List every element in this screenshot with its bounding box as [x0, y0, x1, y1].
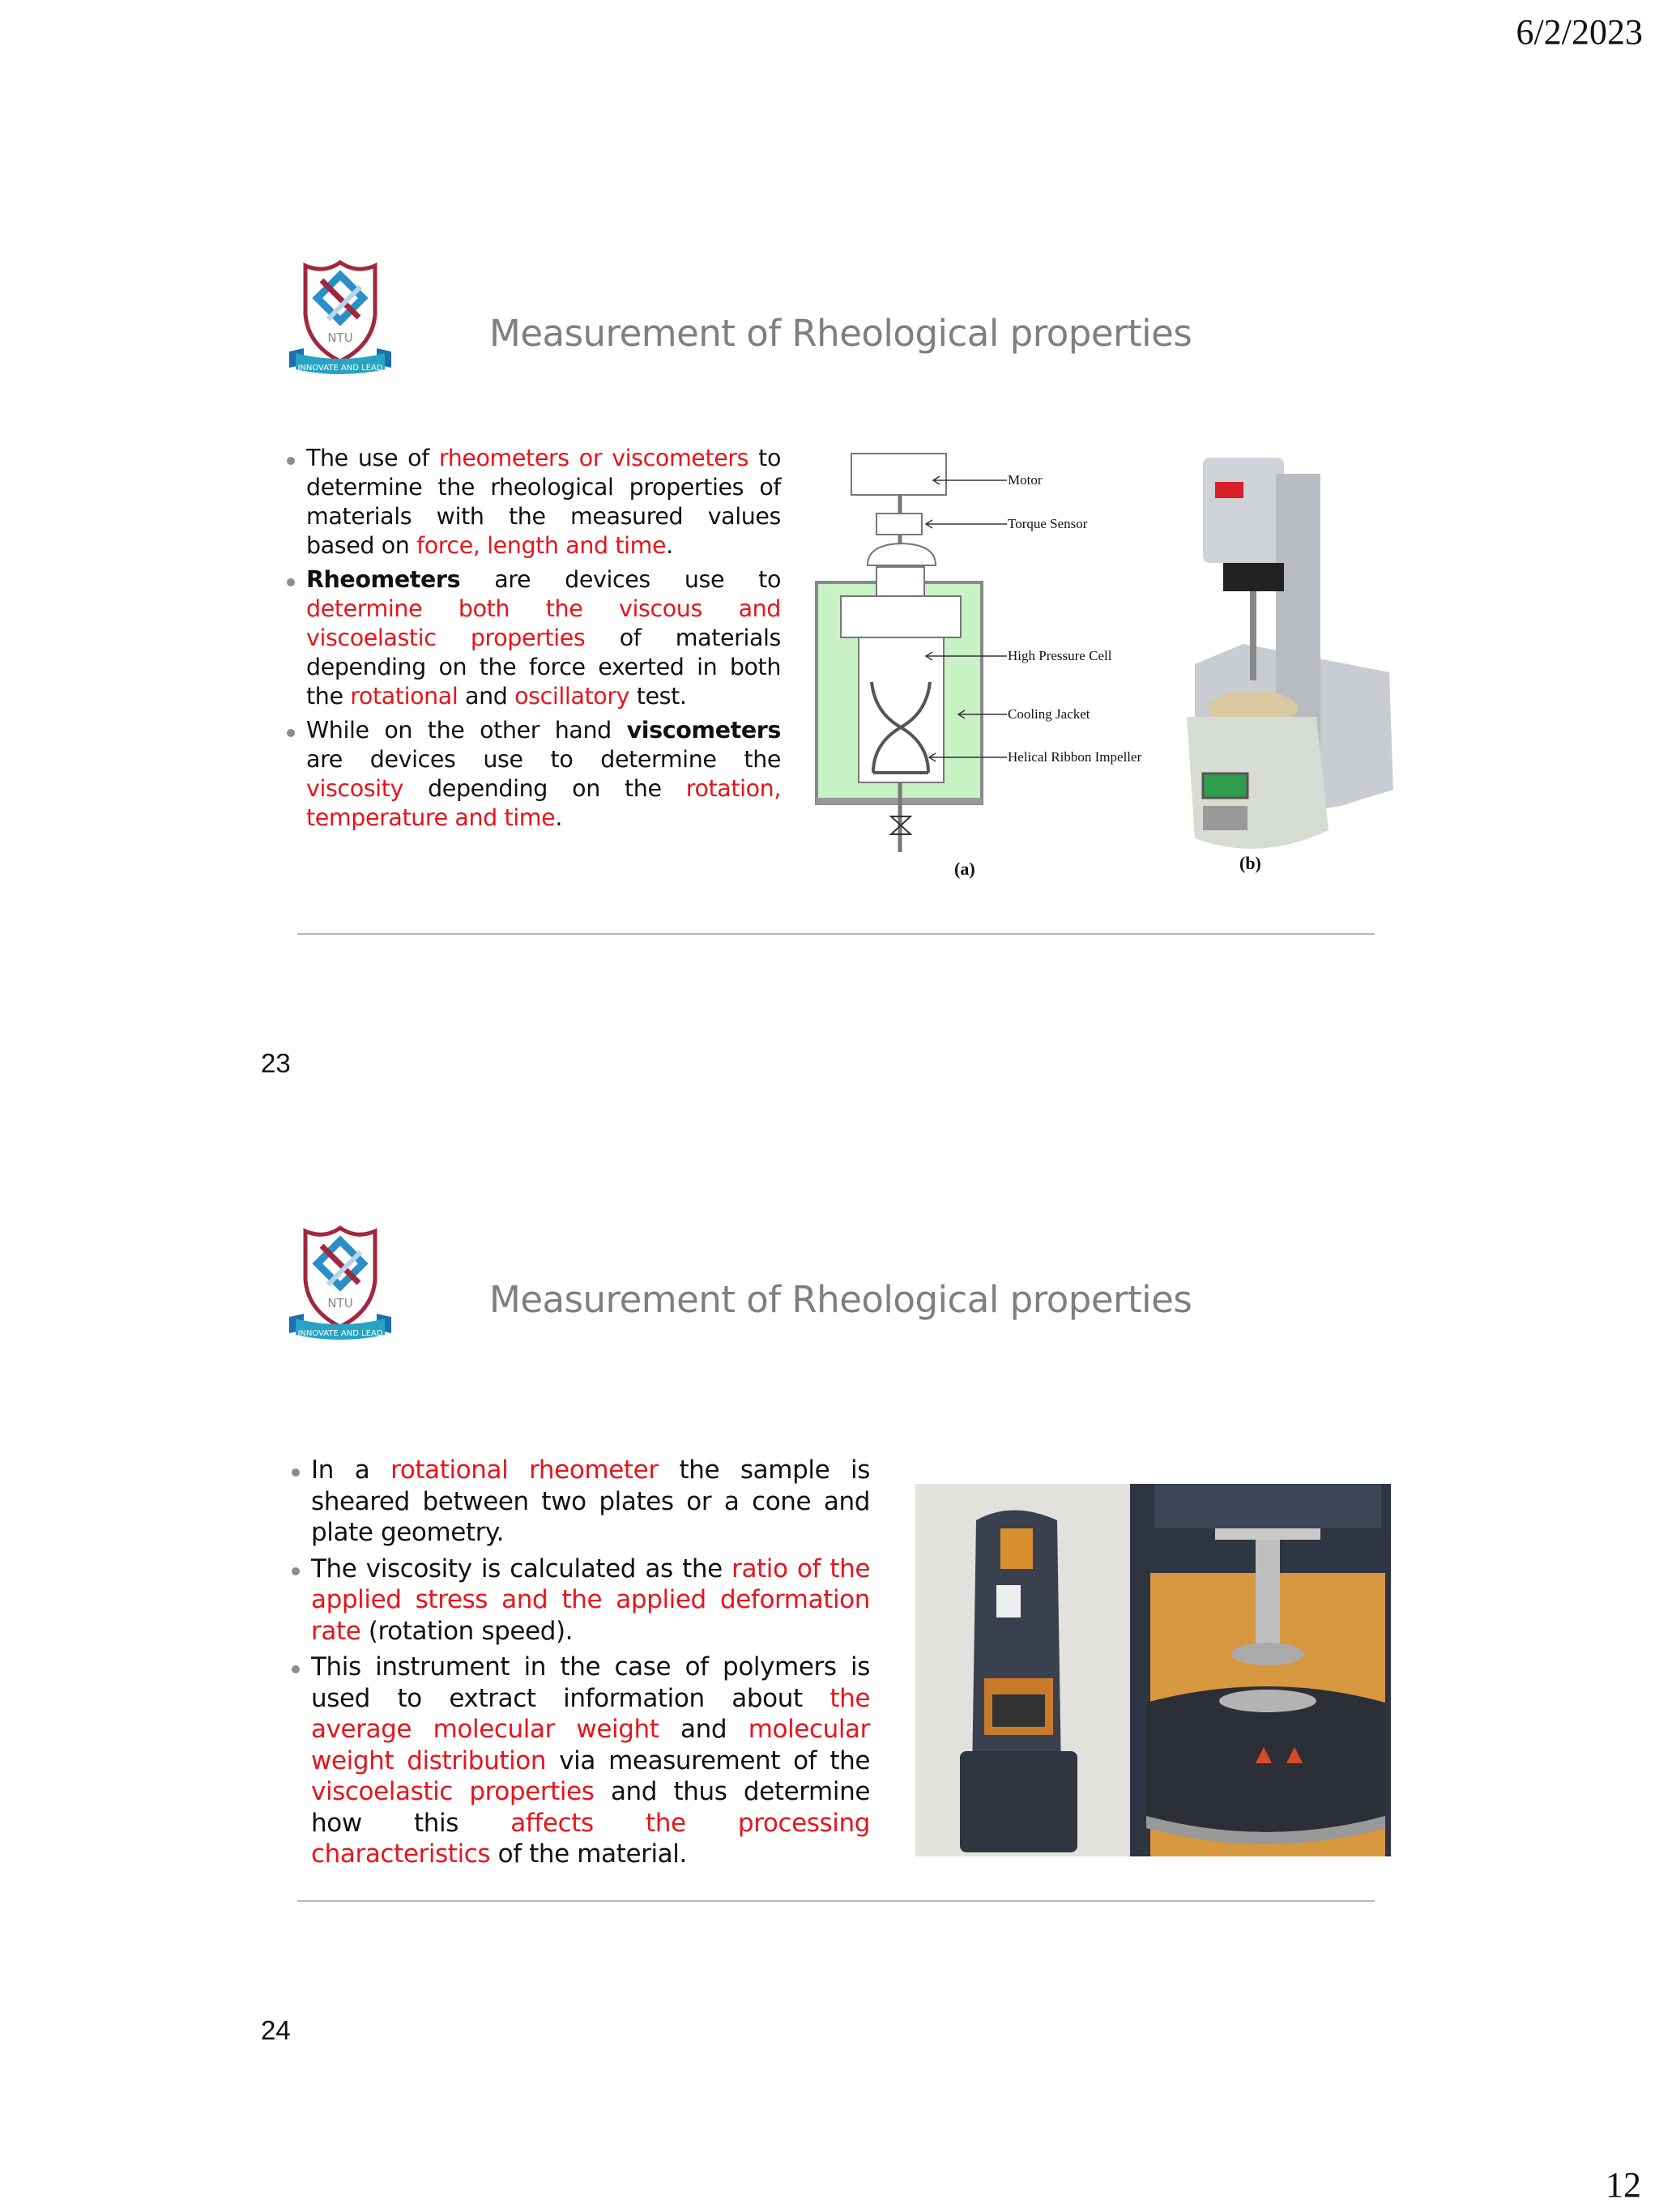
text: are devices use to determine the — [306, 746, 781, 773]
text: and — [458, 683, 515, 710]
slide-title: Measurement of Rheological properties — [489, 312, 1192, 355]
text: The viscosity is calculated as the — [311, 1554, 732, 1583]
bullet-item — [285, 716, 781, 833]
highlighted-text: viscosity — [306, 775, 403, 802]
text — [497, 804, 505, 831]
slide-divider — [297, 933, 1375, 935]
highlighted-text: rheometers or viscometers — [438, 445, 749, 471]
label-high-pressure-cell: High Pressure Cell — [1008, 648, 1112, 663]
date: 6/2/2023 — [1516, 12, 1643, 52]
bullet-item — [285, 565, 781, 711]
text: depending on the — [403, 775, 686, 802]
svg-text:NTU: NTU — [327, 1296, 353, 1311]
highlighted-text: rotation, temperature — [306, 775, 781, 831]
label-motor: Motor — [1008, 472, 1043, 488]
bullet-item — [290, 1455, 870, 1549]
highlighted-text: molecular weight distribution — [311, 1715, 870, 1775]
text: via measurement of the — [546, 1745, 870, 1775]
page-number: 12 — [1606, 2165, 1641, 2205]
label-cooling-jacket: Cooling Jacket — [1008, 706, 1090, 722]
text: are devices use to — [460, 566, 781, 593]
text: to determine the rheological properties of materials with the measured values based on — [306, 445, 781, 559]
bold-text: viscometers — [626, 717, 781, 744]
rheometer-schematic-diagram — [810, 445, 1150, 891]
text: of materials depending on the force exerted in both the — [306, 624, 781, 710]
highlighted-text: ratio of the applied stress and the applied deformation rate — [311, 1554, 870, 1646]
highlighted-text: rotational rheometer — [390, 1455, 659, 1485]
bold-text: Rheometers — [306, 566, 461, 593]
highlighted-text: viscoelastic properties — [311, 1777, 595, 1806]
slide-number: 24 — [261, 2015, 291, 2045]
text: . — [666, 532, 673, 559]
ntu-logo — [288, 1223, 393, 1340]
text: and thus determine how this — [311, 1777, 870, 1838]
caption-b: (b) — [1239, 853, 1261, 873]
label-torque-sensor: Torque Sensor — [1008, 516, 1088, 531]
bullet-list — [285, 444, 781, 837]
text: . — [555, 804, 562, 831]
highlighted-text: time — [504, 804, 556, 831]
label-helical-ribbon-impeller: Helical Ribbon Impeller — [1008, 749, 1142, 765]
text: In a — [311, 1455, 391, 1485]
bullet-list — [290, 1455, 870, 1875]
rotational-rheometer-photo — [915, 1484, 1391, 1856]
text: While on the other hand — [306, 717, 627, 744]
highlighted-text: oscillatory — [514, 683, 630, 710]
text: This instrument in the case of polymers is used to extract information about — [311, 1652, 870, 1713]
highlighted-text: determine both the viscous and viscoelastic properties — [306, 595, 781, 651]
highlighted-text: rotational — [350, 683, 458, 710]
slide-number: 23 — [261, 1048, 291, 1078]
slide-title: Measurement of Rheological properties — [489, 1278, 1192, 1321]
highlighted-text: and — [454, 804, 497, 831]
text: of the material. — [490, 1839, 687, 1869]
rheometer-photo — [1179, 450, 1414, 887]
text: test. — [629, 683, 687, 710]
text: the sample is sheared between two plates or a cone and plate geometry. — [311, 1455, 870, 1547]
highlighted-text: the average molecular weight — [311, 1683, 870, 1744]
ntu-logo — [288, 258, 393, 375]
slide-divider — [297, 1900, 1375, 1902]
svg-text:INNOVATE AND LEAD: INNOVATE AND LEAD — [297, 364, 383, 373]
svg-text:INNOVATE AND LEAD: INNOVATE AND LEAD — [297, 1329, 383, 1338]
bullet-item — [285, 444, 781, 560]
svg-text:NTU: NTU — [327, 330, 353, 345]
bullet-item — [290, 1554, 870, 1647]
caption-a: (a) — [954, 859, 975, 879]
highlighted-text: affects the processing characteristics — [311, 1808, 870, 1869]
text: and — [659, 1715, 748, 1744]
highlighted-text: force, length and time — [416, 532, 667, 559]
text: The use of — [306, 445, 439, 471]
bullet-item — [290, 1652, 870, 1870]
text: (rotation speed). — [360, 1616, 574, 1646]
